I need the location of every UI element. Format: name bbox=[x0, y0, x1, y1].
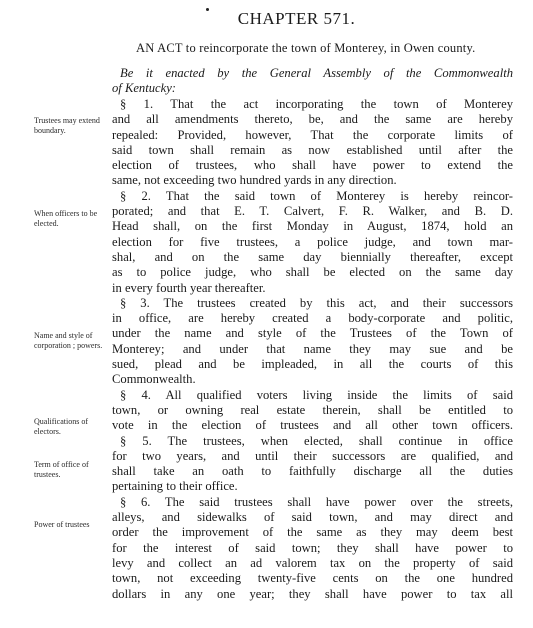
section-line: alleys, and sidewalks of said town, and may direct and bbox=[112, 510, 513, 525]
section-line: said town shall remain as now established until after the bbox=[112, 142, 513, 157]
section-line: dollars in any one year; they shall have power to tax all bbox=[112, 586, 513, 601]
section-line: Commonwealth. bbox=[112, 372, 196, 387]
section-line: shal, and on the same day biennially thereafter, except bbox=[112, 249, 513, 264]
enacting-line: of Kentucky: bbox=[112, 81, 176, 96]
section-line: § 6. The said trustees shall have power over the streets, bbox=[120, 494, 513, 509]
section-line: under the name and style of the Trustees of the Town of bbox=[112, 326, 513, 341]
section-line: porated; and that E. T. Calvert, F. R. Walker, and B. D. bbox=[112, 204, 513, 219]
section-line: town, or owning real estate therein, shall be entitled to bbox=[112, 402, 513, 417]
enacting-line: Be it enacted by the General Assembly of the Commonwealth bbox=[120, 66, 513, 80]
section-line: pertaining to their office. bbox=[112, 479, 238, 494]
margin-note: Power of trustees bbox=[34, 520, 90, 529]
section-line: shall take an oath to faithfully discharge all the duties bbox=[112, 464, 513, 479]
section-line: § 5. The trustees, when elected, shall continue in office bbox=[120, 433, 513, 448]
section-line: § 1. That the act incorporating the town of Monterey bbox=[120, 97, 513, 111]
enacting-clause bbox=[112, 66, 513, 97]
section-line: same, not exceeding two hundred yards in any direction. bbox=[112, 173, 397, 188]
margin-note: When officers to be elected. bbox=[34, 209, 98, 228]
margin-note: Trustees may extend boundary. bbox=[34, 116, 100, 135]
section-line: § 4. All qualified voters living inside the limits of said bbox=[120, 387, 513, 402]
section-line: and all amendments thereto, be, and the same are hereby bbox=[112, 112, 513, 127]
chapter-heading: CHAPTER 571. bbox=[237, 9, 356, 28]
section-line: § 3. The trustees created by this act, and their successors bbox=[120, 295, 513, 310]
act-title: AN ACT to reincorporate the town of Monterey, in Owen county. bbox=[136, 41, 476, 55]
section-line: in office, are hereby created a body-corporate and politic, bbox=[112, 311, 513, 326]
section-line: Head shall, on the first Monday in August, 1874, hold an bbox=[112, 219, 513, 234]
section-line: in every fourth year thereafter. bbox=[112, 280, 266, 295]
margin-note: Term of office of trustees. bbox=[34, 460, 89, 479]
section-line: town, not exceeding twenty-five cents on the one hundred bbox=[112, 571, 513, 586]
section-line: election for five trustees, a police judge, and town mar- bbox=[112, 234, 513, 249]
act-body bbox=[112, 97, 513, 602]
section-line: for the interest of said town; they shall have power to bbox=[112, 540, 513, 555]
section-line: order the improvement of the same as they may deem best bbox=[112, 525, 513, 540]
margin-note: Name and style of corporation ; powers. bbox=[34, 331, 103, 350]
margin-note: Qualifications of electors. bbox=[34, 417, 88, 436]
section-line: levy and collect an ad valorem tax on the property of said bbox=[112, 555, 513, 570]
section-line: as to police judge, who shall be elected on the same day bbox=[112, 265, 513, 280]
section-line: election of trustees, who shall have power to extend the bbox=[112, 158, 513, 173]
section-line: Monterey; and under that name they may sue and be bbox=[112, 341, 513, 356]
section-line: vote in the election of trustees and all other town officers. bbox=[112, 418, 513, 433]
section-line: § 2. That the said town of Monterey is hereby reincor- bbox=[120, 188, 513, 203]
section-line: repealed: Provided, however, That the corporate limits of bbox=[112, 127, 513, 142]
section-line: for two years, and until their successors are qualified, and bbox=[112, 448, 513, 463]
section-line: sued, plead and be impleaded, in all the courts of this bbox=[112, 357, 513, 372]
